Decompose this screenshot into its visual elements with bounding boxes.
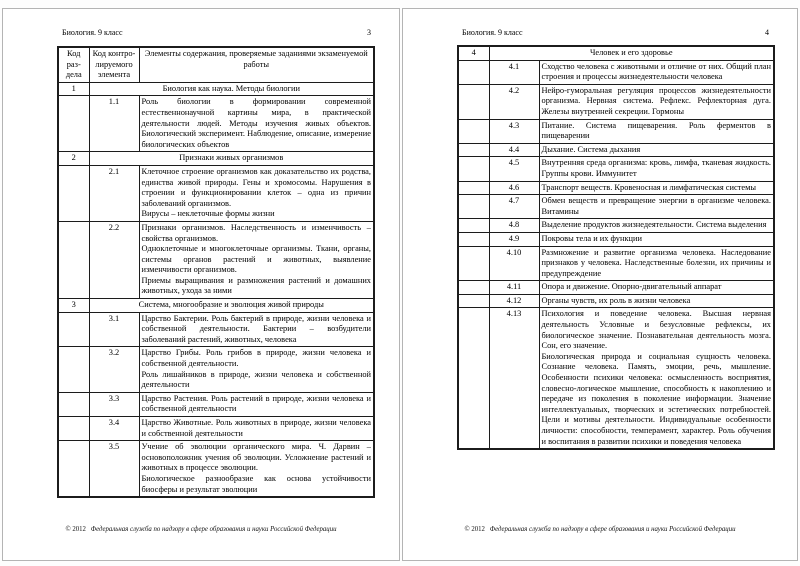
content-row (58, 96, 374, 152)
element-code-cell: 4.8 (489, 219, 539, 233)
element-code-cell: 3.5 (89, 441, 139, 497)
element-code-cell: 4.4 (489, 143, 539, 157)
content-row (458, 219, 774, 233)
content-row (458, 84, 774, 119)
element-code-cell: 3.2 (89, 347, 139, 392)
element-code-cell: 3.1 (89, 312, 139, 347)
content-row (458, 119, 774, 143)
section-code-cell: 2 (58, 152, 89, 166)
content-row (58, 417, 374, 441)
content-row (58, 347, 374, 392)
content-paragraph: Опора и движение. Опорно-двигательный аппарат (541, 282, 722, 292)
content-row (58, 165, 374, 221)
content-elements-cell (539, 281, 774, 295)
content-paragraph: Царство Растения. Роль растений в природе, жизни человека и собственной деятельности (141, 393, 371, 414)
content-elements-cell (539, 195, 774, 219)
content-elements-cell (139, 392, 374, 416)
content-paragraph: Клеточное строение организмов как доказательство их родства, единства живой природы. Гены и хромосомы. Нарушения в строении и функционировании клеток – одна из причин заболеваний организмов. (141, 166, 371, 208)
table-body (58, 47, 374, 497)
content-row (458, 195, 774, 219)
header-section-code: Код раз-дела (58, 47, 89, 82)
empty-section-cell (458, 181, 489, 195)
content-elements-cell (539, 294, 774, 308)
empty-section-cell (58, 165, 89, 221)
element-code-cell: 4.9 (489, 232, 539, 246)
page-number: 4 (765, 28, 769, 37)
content-paragraph: Царство Животные. Роль животных в природе, жизни человека и собственной деятельности (141, 418, 371, 438)
empty-section-cell (58, 392, 89, 416)
content-row (458, 143, 774, 157)
content-row (458, 246, 774, 281)
section-code-cell: 3 (58, 299, 89, 313)
content-elements-cell (539, 84, 774, 119)
content-paragraph: Вирусы – неклеточные формы жизни (141, 209, 275, 219)
content-paragraph: Покровы тела и их функции (541, 233, 642, 243)
empty-section-cell (458, 294, 489, 308)
content-elements-cell (139, 417, 374, 441)
document-page-3 (2, 8, 400, 561)
content-paragraph: Роль лишайников в природе, жизни человека и собственной деятельности (141, 369, 371, 390)
content-paragraph: Выделение продуктов жизнедеятельности. Система выделения (541, 220, 767, 230)
content-paragraph: Одноклеточные и многоклеточные организмы. Ткани, органы, системы органов растений и животных, выявление изменчивости организмов. (141, 244, 371, 275)
content-paragraph: Дыхание. Система дыхания (541, 144, 641, 154)
running-header (3, 9, 399, 37)
document-title: Биология. 9 класс (62, 28, 123, 37)
content-paragraph: Признаки организмов. Наследственность и изменчивость – свойства организмов. (141, 222, 371, 243)
page-footer (403, 526, 797, 534)
content-row (458, 308, 774, 449)
content-paragraph: Питание. Система пищеварения. Роль ферментов в пищеварении (541, 120, 771, 141)
content-paragraph: Сходство человека с животными и отличие от них. Общий план строения и процессы жизнедеятельности человека (541, 61, 771, 82)
content-paragraph: Учение об эволюции органического мира. Ч. Дарвин – основоположник учения об эволюции. Усложнение растений и животных в процессе эволюции. (141, 442, 371, 473)
content-row (58, 392, 374, 416)
running-header (403, 9, 797, 37)
section-row (458, 46, 774, 60)
footer-agency-name: Федеральная служба по надзору в сфере образования и науки Российской Федерации (90, 526, 337, 533)
content-elements-cell (139, 96, 374, 152)
content-paragraph: Психология и поведение человека. Высшая нервная деятельность Условные и безусловные рефлексы, их биологическое значение. Познавательная деятельность мозга. Сон, его значение. (541, 309, 771, 351)
content-row (458, 60, 774, 84)
header-content-elements: Элементы содержания, проверяемые заданиями экзаменуемой работы (139, 47, 374, 82)
empty-section-cell (458, 308, 489, 449)
content-elements-cell (539, 219, 774, 233)
empty-section-cell (58, 417, 89, 441)
empty-section-cell (58, 312, 89, 347)
empty-section-cell (458, 84, 489, 119)
header-element-code: Код контро-лируемого элемента (89, 47, 139, 82)
content-paragraph: Приемы выращивания и размножения растений и домашних животных, ухода за ними (141, 275, 371, 296)
footer-agency-name: Федеральная служба по надзору в сфере образования и науки Российской Федерации (489, 526, 736, 533)
content-elements-cell (539, 119, 774, 143)
empty-section-cell (458, 143, 489, 157)
content-elements-cell (139, 221, 374, 298)
section-code-cell: 1 (58, 82, 89, 96)
element-code-cell: 3.4 (89, 417, 139, 441)
content-elements-cell (539, 246, 774, 281)
page-footer (3, 526, 399, 534)
element-code-cell: 4.11 (489, 281, 539, 295)
section-row (58, 299, 374, 313)
document-page-4 (402, 8, 798, 561)
element-code-cell: 4.2 (489, 84, 539, 119)
content-row (458, 294, 774, 308)
content-paragraph: Биологическая природа и социальная сущность человека. Сознание человека. Память, эмоции, речь, мышление. Особенности психики человека: осмысленность восприятия, словесно-логическое мышление, способность к накоплению и передаче из поколения в поколение информации. Значение интеллектуальных, творческих и эстетических потребностей. Цели и мотивы деятельности. Индивидуальные особенности личности: способности, темперамент, характер. Роль обучения и воспитания в развитии психики и поведения человека (541, 351, 771, 446)
empty-section-cell (458, 157, 489, 181)
content-elements-cell (539, 143, 774, 157)
content-elements-cell (539, 157, 774, 181)
section-code-cell: 4 (458, 46, 489, 60)
table-body (458, 46, 774, 449)
section-title-cell: Признаки живых организмов (89, 152, 374, 166)
content-elements-cell (139, 441, 374, 497)
element-code-cell: 4.3 (489, 119, 539, 143)
element-code-cell: 4.6 (489, 181, 539, 195)
content-elements-cell (539, 308, 774, 449)
content-paragraph: Органы чувств, их роль в жизни человека (541, 295, 691, 305)
empty-section-cell (458, 281, 489, 295)
content-row (58, 312, 374, 347)
content-paragraph: Царство Бактерии. Роль бактерий в природе, жизни человека и собственной деятельности. Бактерии – возбудители заболеваний растений, животных, человека (141, 313, 371, 344)
empty-section-cell (58, 347, 89, 392)
content-elements-cell (539, 181, 774, 195)
content-row (458, 281, 774, 295)
empty-section-cell (58, 96, 89, 152)
section-row (58, 82, 374, 96)
content-paragraph: Роль биологии в формировании современной естественнонаучной картины мира, в практической деятельности людей. Методы изучения живых объектов. Биологический эксперимент. Наблюдение, описание, измерение биологических объектов (141, 97, 371, 149)
section-title-cell: Человек и его здоровье (489, 46, 774, 60)
content-row (458, 157, 774, 181)
footer-copyright: © 2012 (464, 526, 485, 533)
content-elements-cell (139, 165, 374, 221)
table-header-row (58, 47, 374, 82)
element-code-cell: 4.13 (489, 308, 539, 449)
document-title: Биология. 9 класс (462, 28, 523, 37)
empty-section-cell (458, 219, 489, 233)
content-paragraph: Обмен веществ и превращение энергии в организме человека. Витамины (541, 196, 771, 216)
empty-section-cell (458, 119, 489, 143)
element-code-cell: 2.1 (89, 165, 139, 221)
content-paragraph: Внутренняя среда организма: кровь, лимфа, тканевая жидкость. Группы крови. Иммунитет (541, 158, 771, 178)
section-title-cell: Биология как наука. Методы биологии (89, 82, 374, 96)
empty-section-cell (458, 232, 489, 246)
content-elements-cell (139, 312, 374, 347)
element-code-cell: 4.7 (489, 195, 539, 219)
footer-copyright: © 2012 (65, 526, 86, 533)
content-elements-cell (139, 347, 374, 392)
element-code-cell: 1.1 (89, 96, 139, 152)
page-number: 3 (367, 28, 371, 37)
element-code-cell: 2.2 (89, 221, 139, 298)
element-code-cell: 4.5 (489, 157, 539, 181)
content-paragraph: Размножение и развитие организма человека. Наследование признаков у человека. Наследственные болезни, их причины и предупреждение (541, 247, 771, 278)
empty-section-cell (58, 441, 89, 497)
content-paragraph: Нейро-гуморальная регуляция процессов жизнедеятельности организма. Нервная система. Рефлекс. Рефлекторная дуга. Железы внутренней секреции. Гормоны (541, 85, 771, 116)
element-code-cell: 3.3 (89, 392, 139, 416)
codifier-table (457, 45, 775, 450)
empty-section-cell (458, 195, 489, 219)
empty-section-cell (458, 246, 489, 281)
section-title-cell: Система, многообразие и эволюция живой природы (89, 299, 374, 313)
content-row (58, 221, 374, 298)
empty-section-cell (58, 221, 89, 298)
content-paragraph: Царство Грибы. Роль грибов в природе, жизни человека и собственной деятельности. (141, 348, 371, 369)
section-row (58, 152, 374, 166)
content-row (58, 441, 374, 497)
content-elements-cell (539, 60, 774, 84)
content-row (458, 181, 774, 195)
element-code-cell: 4.12 (489, 294, 539, 308)
content-paragraph: Биологическое разнообразие как основа устойчивости биосферы и результат эволюции (141, 473, 371, 494)
element-code-cell: 4.1 (489, 60, 539, 84)
element-code-cell: 4.10 (489, 246, 539, 281)
content-elements-cell (539, 232, 774, 246)
content-row (458, 232, 774, 246)
codifier-table (57, 46, 375, 498)
content-paragraph: Транспорт веществ. Кровеносная и лимфатическая системы (541, 182, 757, 192)
empty-section-cell (458, 60, 489, 84)
